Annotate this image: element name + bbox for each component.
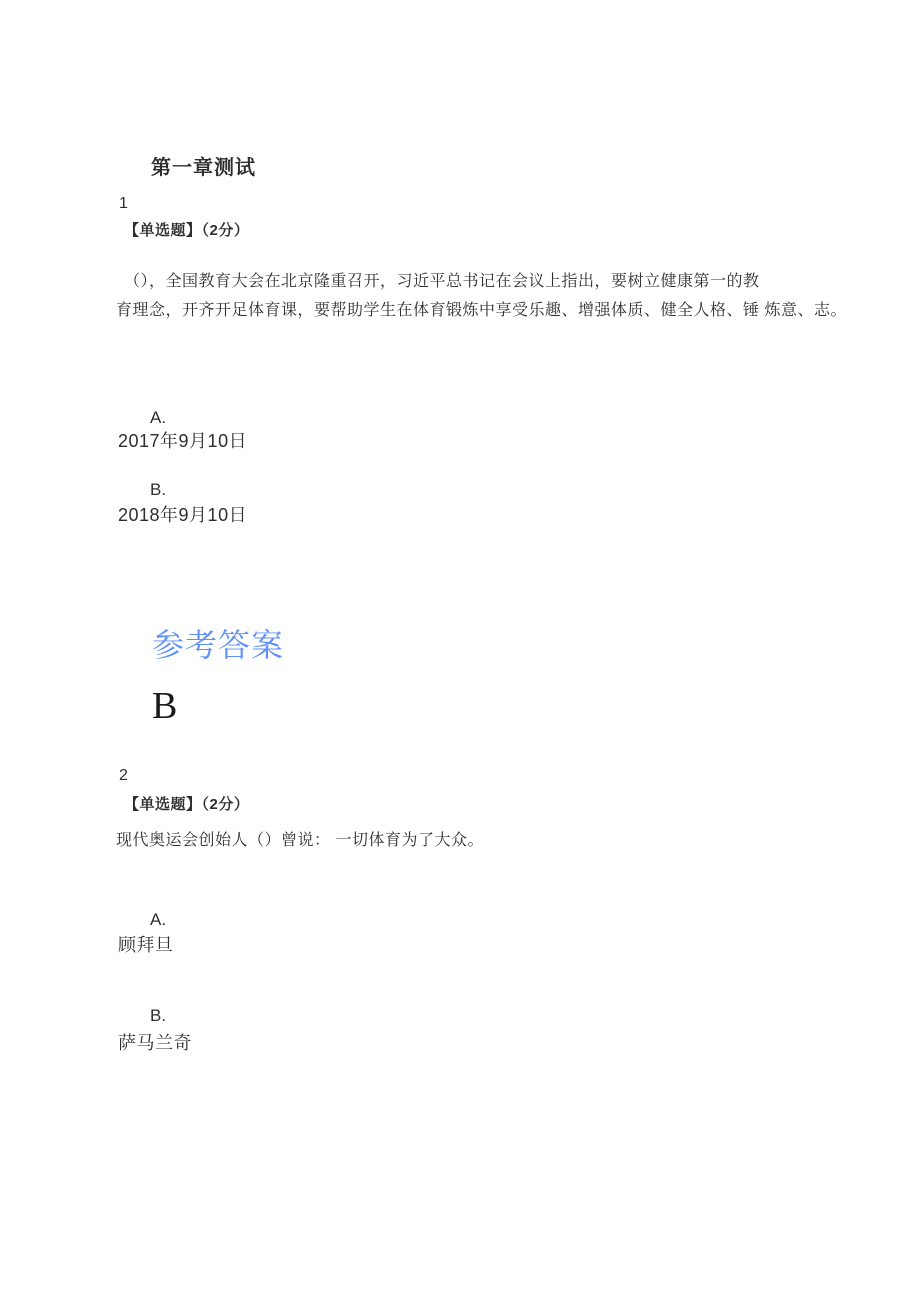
question-1-type-label: 【单选题】（2分） [124, 222, 250, 239]
chapter-title: 第一章测试 [151, 157, 256, 179]
question-2-option-b-label: B. [150, 1006, 167, 1025]
question-2-type-label: 【单选题】（2分） [124, 796, 250, 813]
question-2-option-b-text: 萨马兰奇 [118, 1033, 192, 1053]
reference-answer-heading: 参考答案 [152, 627, 285, 663]
question-1-text-line-2: 育理念，开齐开足体育课，要帮助学生在体育锻炼中享受乐趣、增强体质、健全人格、锤 炼意、志。 [116, 302, 847, 319]
question-1-option-a-label: A. [150, 408, 167, 427]
question-2-option-a-label: A. [150, 910, 167, 929]
reference-answer-value: B [152, 685, 178, 727]
question-2-text: 现代奥运会创始人（）曾说： 一切体育为了大众。 [116, 832, 484, 849]
question-1-number: 1 [119, 195, 128, 212]
question-1-text-line-1: （），全国教育大会在北京隆重召开，习近平总书记在会议上指出，要树立健康第一的教 [124, 273, 760, 290]
question-1-option-b-text: 2018年9月10日 [118, 505, 248, 525]
question-2-option-a-text: 顾拜旦 [118, 935, 174, 955]
question-2-number: 2 [119, 767, 128, 784]
question-1-option-b-label: B. [150, 480, 167, 499]
question-1-option-a-text: 2017年9月10日 [118, 431, 248, 451]
